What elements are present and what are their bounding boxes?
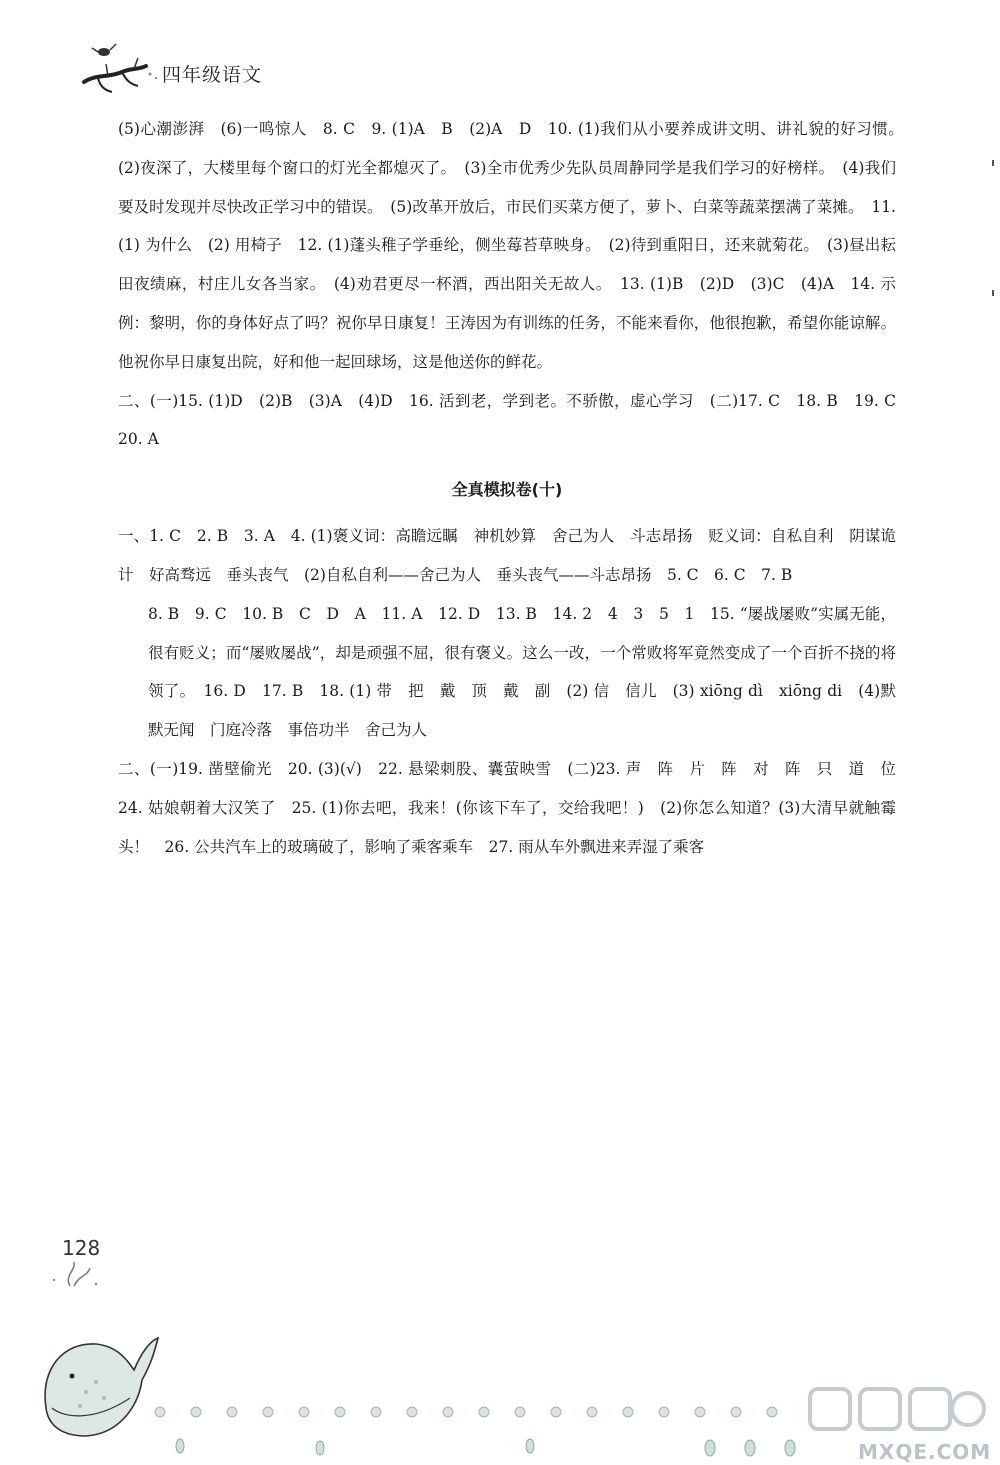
answer-paragraph: 8. B 9. C 10. B C D A 11. A 12. D 13. B 14. 2 4 3 5 1 15. “屡战屡败”实属无能，很有贬义；而“屡败屡战”，却是顽强不屈，很有褒义。这么一改，一个常败将军竟然变成了一个百折不挠的将领了。 16. D 17. B 18. (1) 带 把 戴 顶 戴 副 (2) 信 信儿 (3) xiōng dì xiōng di (4)默默无闻 门庭冷落 事倍功半 舍己为人: [148, 604, 896, 740]
branch-bird-icon: [78, 38, 168, 98]
header-title: 四年级语文: [162, 64, 263, 86]
answer-paragraph: 一、1. C 2. B 3. A 4. (1)褒义词：高瞻远瞩 神机妙算 舍己为人 斗志昂扬 贬义词：自私自利 阴谋诡计 好高骛远 垂头丧气 (2)自私自利——舍己为人 垂头丧气——斗志昂扬 5. C 6. C 7. B: [118, 527, 896, 584]
footer-decoration: [150, 1400, 870, 1460]
section-title: 全真模拟卷(十): [451, 480, 563, 500]
page-number: 128: [62, 1236, 101, 1260]
answer-paragraph: (5)心潮澎湃 (6)一鸣惊人 8. C 9. (1)A B (2)A D 10. (1)我们从小要养成讲文明、讲礼貌的好习惯。 (2)夜深了，大楼里每个窗口的灯光全都熄灭了。 (3)全市优秀少先队员周静同学是我们学习的好榜样。 (4)我们要及时发现并尽快改正学习中的错误。 (5)改革开放后，市民们买菜方便了，萝卜、白菜等蔬菜摆满了菜摊。 11. (1) 为什么 (2) 用椅子 12. (1)蓬头稚子学垂纶，侧坐莓苔草映身。 (2)待到重阳日，还来就菊花。 (3)昼出耘田夜绩麻，村庄儿女各当家。 (4)劝君更尽一杯酒，西出阳关无故人。 13. (1)B (2)D (3)C (4)A 14. 示例：黎明，你的身体好点了吗？祝你早日康复！王涛因为有训练的任务，不能来看你，他很抱歉，希望你能谅解。他祝你早日康复出院，好和他一起回球场，这是他送你的鲜花。: [118, 120, 912, 371]
watermark-text: MXQE.COM: [858, 1440, 992, 1464]
answer-paragraph: 二、(一)15. (1)D (2)B (3)A (4)D 16. 活到老，学到老。不骄傲，虚心学习 (二)17. C 18. B 19. C 20. A: [118, 391, 912, 449]
page-header: [78, 38, 318, 108]
margin-mark: [992, 160, 994, 166]
margin-mark: [992, 290, 994, 296]
whale-icon: [34, 1258, 164, 1448]
answer-paragraph: 二、(一)19. 凿壁偷光 20. (3)(√) 22. 悬梁刺股、囊萤映雪 (二)23. 声 阵 片 阵 对 阵 只 道 位 24. 姑娘朝着大汉笑了 25. (1)你去吧，我来！(你该下车了，交给我吧！) (2)你怎么知道？(3)大清早就触霉头！ 26. 公共汽车上的玻璃破了，影响了乘客乘车 27. 雨从车外飘进来弄湿了乘客: [118, 759, 912, 856]
answer-content: [118, 110, 912, 866]
